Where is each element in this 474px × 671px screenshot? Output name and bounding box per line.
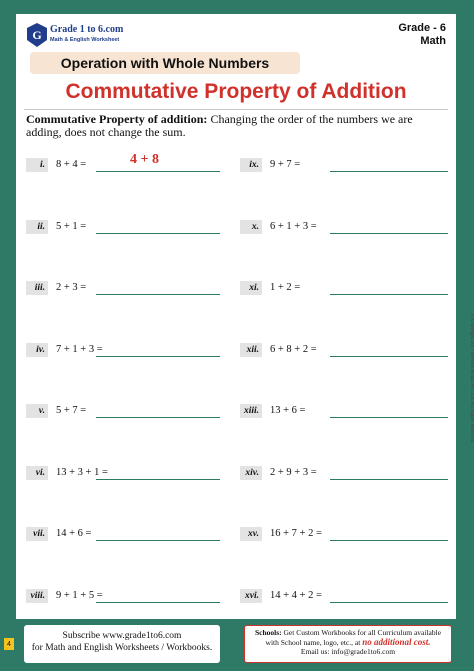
problem-number: iv.: [26, 343, 48, 357]
answer-line[interactable]: [96, 294, 220, 295]
problem-number: vi.: [26, 466, 48, 480]
answer-line[interactable]: [96, 479, 220, 480]
problem-number: xv.: [240, 527, 262, 541]
problem-expression: 14 + 6 =: [56, 528, 92, 539]
problem-number: xiii.: [240, 404, 262, 418]
problem-expression: 2 + 9 + 3 =: [270, 466, 317, 478]
problem-item: [26, 466, 220, 486]
answer-line[interactable]: [96, 602, 220, 603]
answer-line[interactable]: [330, 171, 448, 172]
answer-line[interactable]: [330, 233, 448, 234]
problem-expression: 6 + 8 + 2 =: [270, 343, 317, 355]
answer-line[interactable]: [330, 294, 448, 295]
problem-number: i.: [26, 158, 48, 172]
problem-expression: 8 + 4 =: [56, 159, 87, 170]
answer-text: 4 + 8: [130, 152, 159, 167]
problem-number: xii.: [240, 343, 262, 357]
schools-line1: Get Custom Workbooks for all Curriculum available: [281, 628, 442, 637]
grade-logo-icon: [26, 22, 48, 48]
answer-line[interactable]: [330, 417, 448, 418]
grade-label: [398, 22, 446, 48]
problem-item: [26, 343, 220, 363]
problem-expression: 16 + 7 + 2 =: [270, 528, 322, 539]
problem-item: [26, 220, 220, 240]
worksheet-page: [16, 14, 474, 619]
problem-item: [26, 404, 220, 424]
copyright-text: © Copyright 2017 BeeOne Media Pvt. Ltd. All Rights Reserved.: [469, 314, 474, 444]
topic-banner: Operation with Whole Numbers: [30, 52, 300, 74]
site-logo[interactable]: [26, 22, 186, 56]
problem-number: xvi.: [240, 589, 262, 603]
title-divider: [24, 109, 448, 110]
problem-item: [240, 589, 448, 609]
problem-item: [240, 466, 448, 486]
problem-number: xiv.: [240, 466, 262, 480]
problem-item: [240, 281, 448, 301]
problem-expression: 5 + 1 =: [56, 220, 87, 232]
problem-item: [240, 343, 448, 363]
logo-name: Grade 1 to 6.com: [50, 24, 124, 35]
problem-number: ii.: [26, 220, 48, 234]
problem-number: viii.: [26, 589, 48, 603]
problem-expression: 2 + 3 =: [56, 282, 87, 293]
schools-email[interactable]: Email us: info@grade1to6.com: [300, 647, 396, 656]
schools-label: Schools:: [254, 628, 282, 637]
answer-line[interactable]: [96, 171, 220, 172]
no-cost-text: no additional cost.: [362, 636, 431, 647]
answer-line[interactable]: [96, 417, 220, 418]
problem-expression: 1 + 2 =: [270, 282, 301, 293]
problem-item: [26, 152, 220, 178]
problem-number: v.: [26, 404, 48, 418]
problem-expression: 9 + 7 =: [270, 159, 301, 170]
answer-line[interactable]: [96, 540, 220, 541]
svg-text:G: G: [32, 28, 42, 42]
problem-number: x.: [240, 220, 262, 234]
definition-body: Changing the order of the numbers we are adding, does not change the sum.: [26, 112, 413, 139]
answer-line[interactable]: [330, 602, 448, 603]
problem-item: [240, 158, 448, 178]
problem-expression: 13 + 6 =: [270, 405, 306, 416]
problem-item: [26, 527, 220, 547]
problem-item: [240, 220, 448, 240]
problem-number: ix.: [240, 158, 262, 172]
answer-line[interactable]: [330, 356, 448, 357]
problem-number: xi.: [240, 281, 262, 295]
subscribe-box: [24, 625, 220, 663]
definition-text: [26, 113, 444, 139]
problem-expression: 9 + 1 + 5 =: [56, 589, 103, 601]
problem-number: vii.: [26, 527, 48, 541]
logo-tagline: Math & English Worksheet: [50, 37, 120, 43]
answer-line[interactable]: [330, 479, 448, 480]
answer-line[interactable]: [96, 233, 220, 234]
problem-item: [26, 281, 220, 301]
grade-level: Grade - 6: [398, 22, 446, 34]
problem-expression: 5 + 7 =: [56, 405, 87, 416]
schools-box: [244, 625, 452, 663]
problem-expression: 14 + 4 + 2 =: [270, 589, 322, 601]
problem-item: [26, 589, 220, 609]
problem-expression: 13 + 3 + 1 =: [56, 466, 108, 478]
problem-number: iii.: [26, 281, 48, 295]
answer-line[interactable]: [330, 540, 448, 541]
problem-item: [240, 404, 448, 424]
schools-line2: with School name, logo, etc., at: [265, 637, 363, 647]
problem-expression: 7 + 1 + 3 =: [56, 343, 103, 355]
answer-line[interactable]: [96, 356, 220, 357]
subject-label: Math: [420, 35, 446, 47]
page-title: Commutative Property of Addition: [65, 80, 407, 103]
page-number: 4: [4, 638, 14, 650]
problem-item: [240, 527, 448, 547]
subscribe-detail: for Math and English Worksheets / Workbooks.: [31, 643, 213, 653]
problem-expression: 6 + 1 + 3 =: [270, 220, 317, 232]
subscribe-link[interactable]: Subscribe www.grade1to6.com: [62, 631, 182, 641]
definition-term: Commutative Property of addition:: [26, 112, 208, 126]
